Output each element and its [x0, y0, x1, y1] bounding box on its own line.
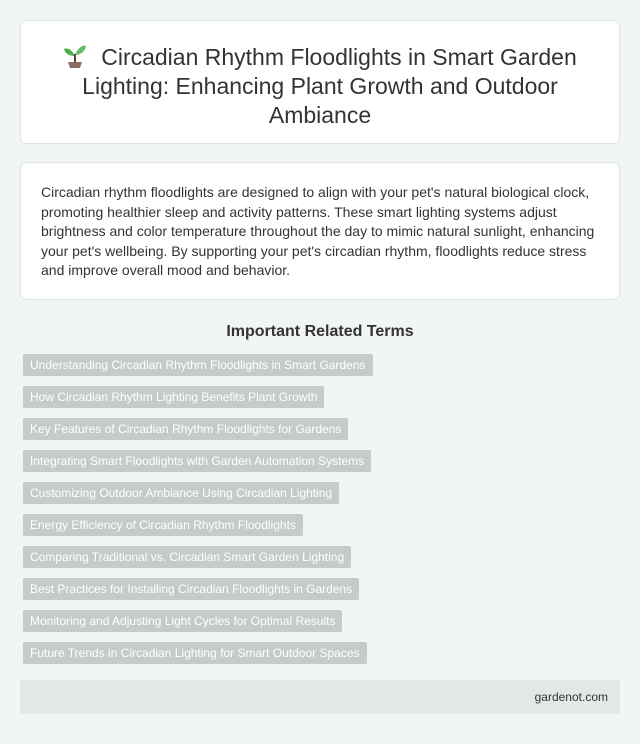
related-term-tag[interactable]: Integrating Smart Floodlights with Garden Automation Systems — [23, 450, 371, 472]
related-terms-heading: Important Related Terms — [226, 323, 414, 340]
related-terms-list — [20, 354, 620, 664]
related-term-tag[interactable]: Best Practices for Installing Circadian Floodlights in Gardens — [23, 578, 359, 600]
related-term-tag[interactable]: Key Features of Circadian Rhythm Floodlights for Gardens — [23, 418, 348, 440]
page-title — [45, 43, 595, 130]
related-term-tag[interactable]: Monitoring and Adjusting Light Cycles for Optimal Results — [23, 610, 342, 632]
page-title-text: Circadian Rhythm Floodlights in Smart Garden Lighting: Enhancing Plant Growth and Outdoor Ambiance — [82, 44, 577, 128]
related-term-tag[interactable]: Understanding Circadian Rhythm Floodlights in Smart Gardens — [23, 354, 373, 376]
description-card — [20, 162, 620, 300]
related-term-tag[interactable]: Comparing Traditional vs. Circadian Smart Garden Lighting — [23, 546, 351, 568]
seedling-icon — [63, 43, 87, 69]
related-term-tag[interactable]: How Circadian Rhythm Lighting Benefits Plant Growth — [23, 386, 324, 408]
description-text: Circadian rhythm floodlights are designed to align with your pet's natural biological clock, promoting healthier sleep and activity patterns. These smart lighting systems adjust brightness and color temperature throughout the day to mimic natural sunlight, enhancing your pet's wellbeing. By supporting your pet's circadian rhythm, floodlights reduce stress and improve overall mood and behavior. — [41, 184, 595, 278]
related-term-tag[interactable]: Customizing Outdoor Ambiance Using Circadian Lighting — [23, 482, 339, 504]
footer-site-name: gardenot.com — [534, 690, 608, 704]
title-card — [20, 20, 620, 144]
related-term-tag[interactable]: Energy Efficiency of Circadian Rhythm Floodlights — [23, 514, 303, 536]
related-term-tag[interactable]: Future Trends in Circadian Lighting for Smart Outdoor Spaces — [23, 642, 367, 664]
footer — [20, 680, 620, 714]
